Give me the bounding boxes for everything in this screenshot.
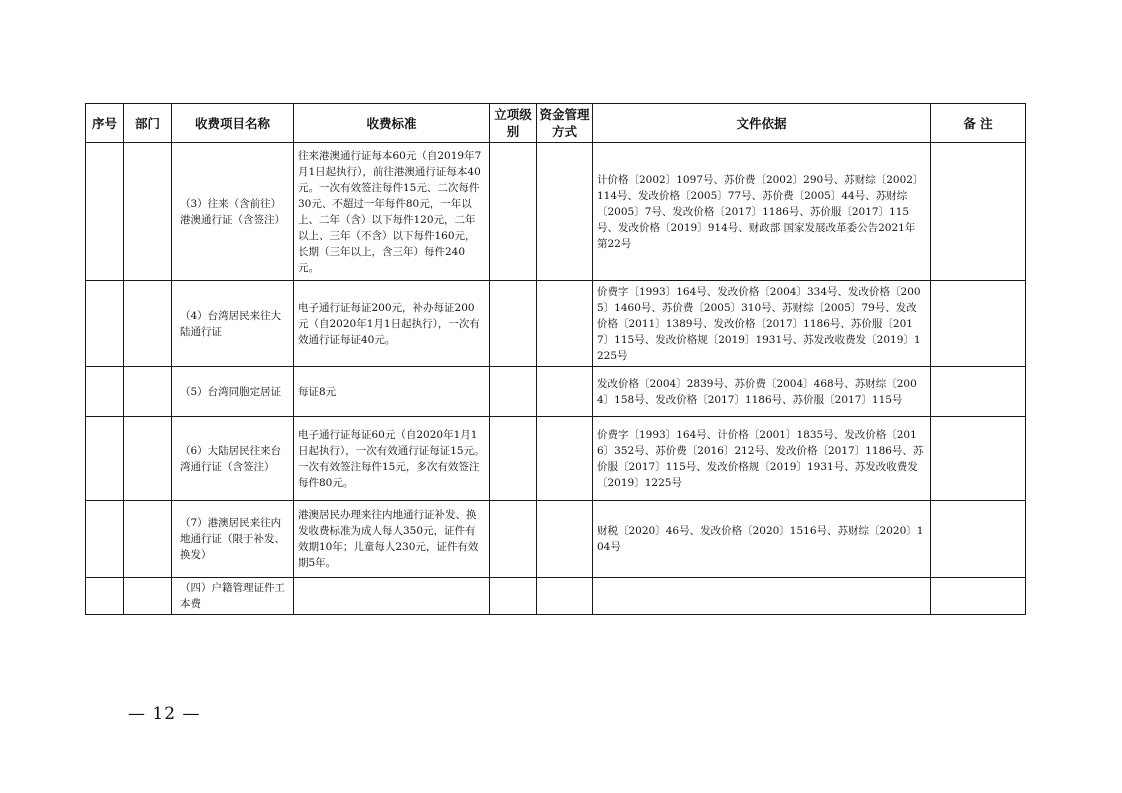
cell-dept [124, 578, 172, 615]
cell-remarks [931, 367, 1026, 417]
cell-fee-standard: 往来港澳通行证每本60元（自2019年7月1日起执行），前往港澳通行证每本40元。一次有效签注每件15元、二次每件30元、不超过一年每件80元，一年以上、二年（含）以下每件120元，二年以上、三年（不含）以下每件160元，长期（三年以上，含三年）每件240元。 [294, 143, 490, 281]
cell-remarks [931, 143, 1026, 281]
cell-remarks [931, 501, 1026, 578]
cell-approval-level [490, 578, 537, 615]
cell-document-basis: 发改价格〔2004〕2839号、苏价费〔2004〕468号、苏财综〔2004〕158号、发改价格〔2017〕1186号、苏价服〔2017〕115号 [593, 367, 931, 417]
cell-fee-standard [294, 578, 490, 615]
cell-seq [86, 501, 124, 578]
cell-document-basis [593, 578, 931, 615]
cell-seq [86, 417, 124, 501]
cell-fund-management [537, 367, 593, 417]
cell-fee-standard: 每证8元 [294, 367, 490, 417]
cell-seq [86, 281, 124, 367]
cell-approval-level [490, 143, 537, 281]
fee-schedule-table [85, 103, 1026, 615]
cell-document-basis: 价费字〔1993〕164号、计价格〔2001〕1835号、发改价格〔2016〕352号、苏价费〔2016〕212号、发改价格〔2017〕1186号、苏价服〔2017〕115号、发改价格规〔2019〕1931号、苏发改收费发〔2019〕1225号 [593, 417, 931, 501]
cell-dept [124, 281, 172, 367]
cell-fee-standard: 港澳居民办理来往内地通行证补发、换发收费标准为成人每人350元，证件有效期10年；儿童每人230元，证件有效期5年。 [294, 501, 490, 578]
header-remarks: 备 注 [931, 104, 1026, 143]
cell-approval-level [490, 281, 537, 367]
cell-item-name: （3）往来（含前往）港澳通行证（含签注） [172, 143, 294, 281]
cell-dept [124, 501, 172, 578]
cell-item-name: （7）港澳居民来往内地通行证（限于补发、换发） [172, 501, 294, 578]
cell-fee-standard: 电子通行证每证200元，补办每证200元（自2020年1月1日起执行），一次有效通行证每证40元。 [294, 281, 490, 367]
cell-fund-management [537, 417, 593, 501]
header-item-name: 收费项目名称 [172, 104, 294, 143]
page-number: — 12 — [128, 704, 201, 724]
cell-document-basis: 计价格〔2002〕1097号、苏价费〔2002〕290号、苏财综〔2002〕114号、发改价格〔2005〕77号、苏价费〔2005〕44号、苏财综〔2005〕7号、发改价格〔2017〕1186号、苏价服〔2017〕115号、发改价格〔2019〕914号、财政部 国家发展改革委公告2021年第22号 [593, 143, 931, 281]
cell-document-basis: 财税〔2020〕46号、发改价格〔2020〕1516号、苏财综〔2020〕104号 [593, 501, 931, 578]
table-row [86, 367, 1026, 417]
cell-approval-level [490, 367, 537, 417]
cell-approval-level [490, 501, 537, 578]
cell-fund-management [537, 143, 593, 281]
header-fund-management: 资金管理方式 [537, 104, 593, 143]
cell-document-basis: 价费字〔1993〕164号、发改价格〔2004〕334号、发改价格〔2005〕1460号、苏价费〔2005〕310号、苏财综〔2005〕79号、发改价格〔2011〕1389号、发改价格〔2017〕1186号、苏价服〔2017〕115号、发改价格规〔2019〕1931号、苏发改收费发〔2019〕1225号 [593, 281, 931, 367]
header-document-basis: 文件依据 [593, 104, 931, 143]
table-row [86, 501, 1026, 578]
cell-remarks [931, 417, 1026, 501]
cell-item-name: （6）大陆居民往来台湾通行证（含签注） [172, 417, 294, 501]
cell-fund-management [537, 501, 593, 578]
cell-fund-management [537, 578, 593, 615]
header-row [86, 104, 1026, 143]
cell-remarks [931, 578, 1026, 615]
cell-dept [124, 367, 172, 417]
cell-approval-level [490, 417, 537, 501]
table-row [86, 143, 1026, 281]
cell-seq [86, 367, 124, 417]
cell-seq [86, 578, 124, 615]
table-row [86, 417, 1026, 501]
header-dept: 部门 [124, 104, 172, 143]
cell-seq [86, 143, 124, 281]
cell-item-name: （4）台湾居民来往大陆通行证 [172, 281, 294, 367]
table-row [86, 281, 1026, 367]
header-approval-level: 立项级别 [490, 104, 537, 143]
cell-fee-standard: 电子通行证每证60元（自2020年1月1日起执行），一次有效通行证每证15元。一次有效签注每件15元，多次有效签注每件80元。 [294, 417, 490, 501]
table-row [86, 578, 1026, 615]
cell-dept [124, 417, 172, 501]
header-fee-standard: 收费标准 [294, 104, 490, 143]
cell-item-name: （5）台湾同胞定居证 [172, 367, 294, 417]
header-seq: 序号 [86, 104, 124, 143]
cell-item-name: （四）户籍管理证件工本费 [172, 578, 294, 615]
cell-fund-management [537, 281, 593, 367]
cell-dept [124, 143, 172, 281]
cell-remarks [931, 281, 1026, 367]
